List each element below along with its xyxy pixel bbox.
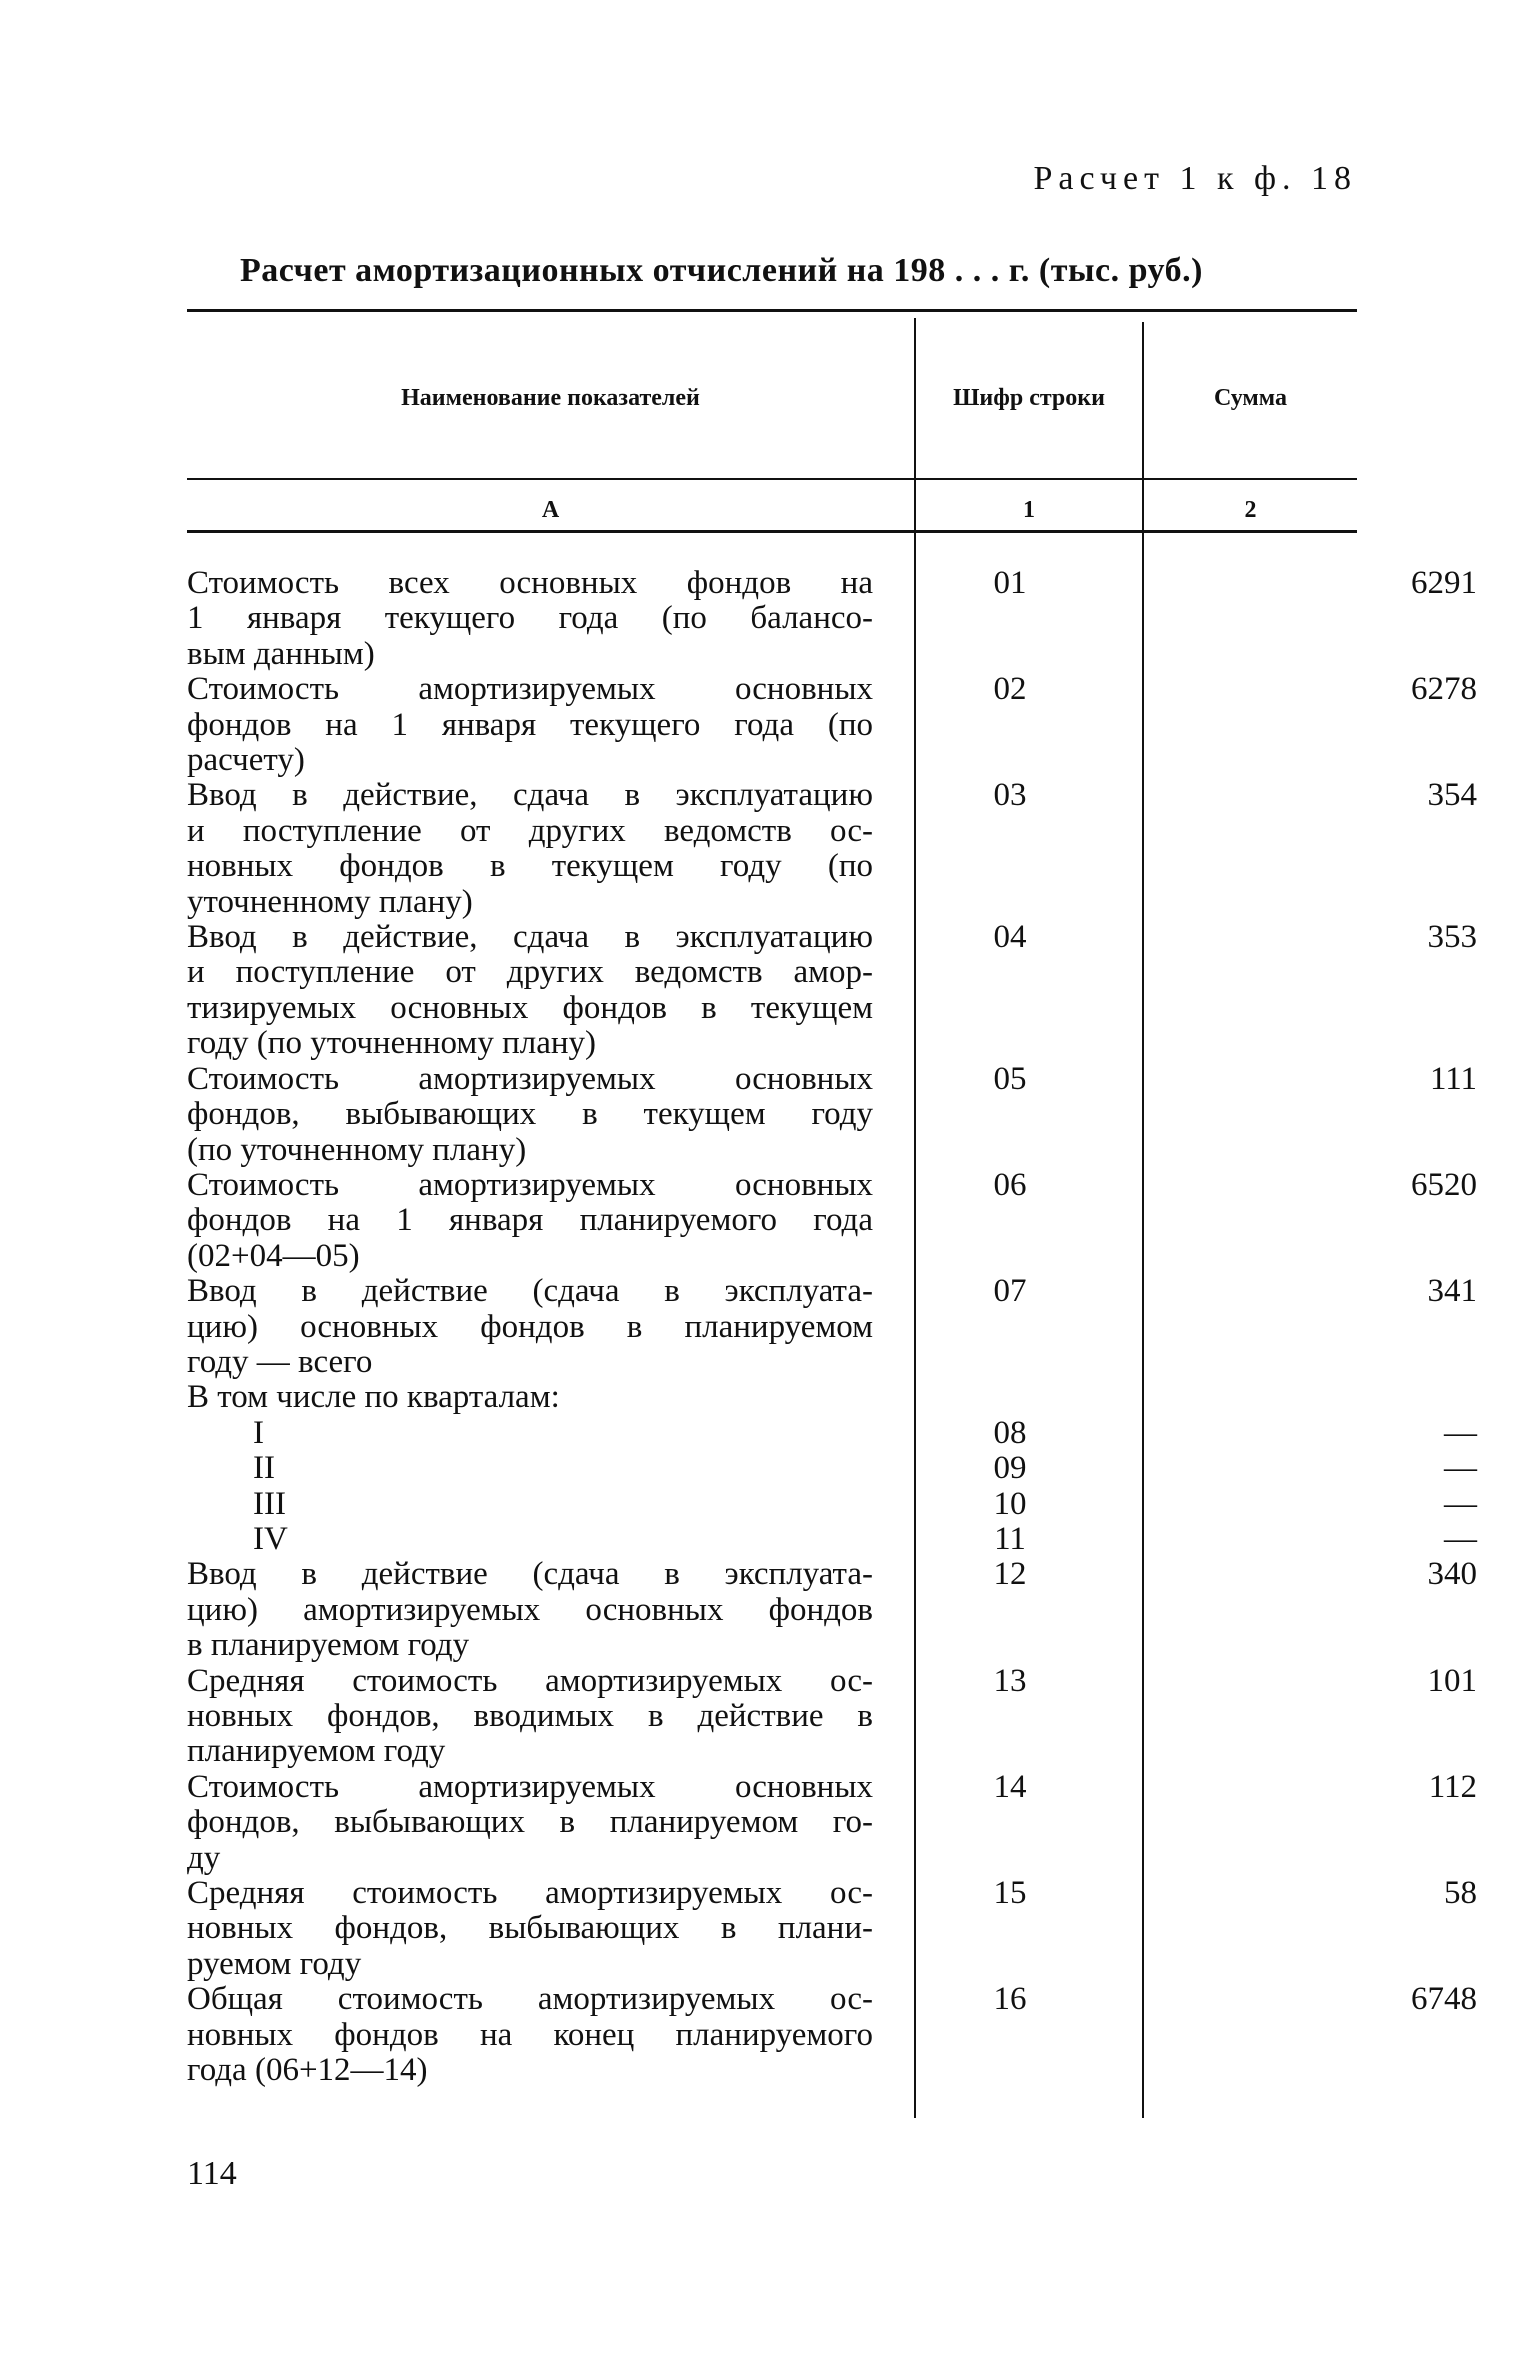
indicator-name-line: Ввод в действие, сдача в эксплуатацию xyxy=(187,777,873,814)
indicator-name-line: и поступление от других ведомств амор- xyxy=(187,954,873,991)
indicator-name-line: Средняя стоимость амортизируемых ос- xyxy=(187,1875,873,1912)
indicator-name-line: цию) амортизируемых основных фондов xyxy=(187,1591,873,1628)
row-code: 11 xyxy=(994,1520,1026,1557)
table-row xyxy=(187,1166,1477,1274)
row-code: 03 xyxy=(993,777,1027,814)
indicator-name-line: Стоимость всех основных фондов на xyxy=(187,565,873,601)
table-row xyxy=(187,1273,1477,1380)
indicator-name-line: новных фондов, вводимых в действие в xyxy=(187,1698,873,1734)
indicator-name xyxy=(187,566,873,672)
row-code: 13 xyxy=(993,1662,1027,1699)
indicator-name-line: Стоимость амортизируемых основных xyxy=(187,671,873,708)
table-body xyxy=(187,565,1477,2089)
indicator-name-line: года (06+12—14) xyxy=(187,2052,428,2089)
table-row xyxy=(187,1520,1477,1557)
indicator-name-line: тизируемых основных фондов в текущем xyxy=(187,989,873,1026)
page-number: 114 xyxy=(187,2155,237,2192)
row-code: 06 xyxy=(993,1166,1027,1203)
indicator-name-line: II xyxy=(253,1450,275,1487)
indicator-name-line: Ввод в действие (сдача в эксплуата- xyxy=(187,1556,873,1593)
indicator-name-line: Стоимость амортизируемых основных xyxy=(187,1166,873,1203)
indicator-name xyxy=(187,1168,873,1274)
table-row xyxy=(187,1414,1477,1451)
indicator-name xyxy=(187,1487,873,1522)
indicator-name xyxy=(187,1876,873,1982)
indicator-name-line: Стоимость амортизируемых основных xyxy=(187,1060,873,1097)
row-code: 12 xyxy=(993,1556,1027,1593)
indicator-name xyxy=(187,1416,873,1451)
document-title: Расчет амортизационных отчислений на 198 . . . г. (тыс. руб.) xyxy=(240,252,1203,289)
row-code: 01 xyxy=(993,565,1027,601)
row-code: 16 xyxy=(993,1981,1027,2018)
indicator-name-line: планируемом году xyxy=(187,1733,446,1770)
row-sum: 6291 xyxy=(1411,565,1477,601)
indicator-name-line: I xyxy=(253,1414,264,1451)
header-name: Наименование показателей xyxy=(401,385,700,411)
indicator-name-line: Средняя стоимость амортизируемых ос- xyxy=(187,1662,873,1699)
form-reference: Расчет 1 к ф. 18 xyxy=(1033,160,1357,197)
table-row xyxy=(187,1556,1477,1664)
indicator-name-line: и поступление от других ведомств ос- xyxy=(187,812,873,849)
indicator-name-line: ду xyxy=(187,1839,221,1876)
indicator-name-line: руемом году xyxy=(187,1945,362,1982)
indicator-name-line: расчету) xyxy=(187,742,305,779)
row-sum: 340 xyxy=(1427,1556,1477,1593)
indicator-name xyxy=(187,1557,873,1663)
column-letter-a: А xyxy=(541,497,560,523)
indicator-name xyxy=(187,920,873,1062)
indicator-name xyxy=(187,1522,873,1557)
indicator-name-line: новных фондов в текущем году (по xyxy=(187,848,873,885)
row-code: 05 xyxy=(993,1060,1027,1097)
column-letters-rule xyxy=(187,530,1357,533)
row-code: 10 xyxy=(993,1485,1027,1522)
indicator-name-line: Ввод в действие, сдача в эксплуатацию xyxy=(187,919,873,956)
column-letter-1: 1 xyxy=(1023,497,1035,523)
table-row xyxy=(187,1981,1477,2089)
indicator-name-line: новных фондов, выбывающих в плани- xyxy=(187,1910,873,1947)
table-row xyxy=(187,777,1477,920)
indicator-name-line: цию) основных фондов в планируемом xyxy=(187,1308,873,1345)
indicator-name-line: III xyxy=(253,1485,286,1522)
row-sum: 6520 xyxy=(1411,1166,1477,1203)
header-code: Шифр строки xyxy=(953,385,1105,411)
header-sum: Сумма xyxy=(1214,385,1287,411)
row-sum: — xyxy=(1444,1485,1477,1522)
indicator-name-line: Ввод в действие (сдача в эксплуата- xyxy=(187,1273,873,1310)
row-code: 09 xyxy=(993,1450,1027,1487)
table-top-rule xyxy=(187,309,1357,312)
row-code: 07 xyxy=(993,1273,1027,1310)
row-sum: — xyxy=(1444,1520,1477,1557)
row-code: 14 xyxy=(993,1768,1027,1805)
indicator-name xyxy=(187,778,873,920)
row-sum: 354 xyxy=(1427,777,1477,814)
row-sum: 101 xyxy=(1427,1662,1477,1699)
row-sum: 111 xyxy=(1429,1060,1477,1097)
table-row xyxy=(187,1875,1477,1982)
indicator-name xyxy=(187,1380,873,1415)
table-row xyxy=(187,1768,1477,1876)
table-row xyxy=(187,1450,1477,1487)
indicator-name xyxy=(187,1451,873,1486)
indicator-name-line: Общая стоимость амортизируемых ос- xyxy=(187,1981,873,2018)
table-row xyxy=(187,1662,1477,1770)
indicator-name-line: (по уточненному плану) xyxy=(187,1131,527,1168)
table-row xyxy=(187,671,1477,779)
column-letter-2: 2 xyxy=(1244,497,1257,523)
header-bottom-rule xyxy=(187,478,1357,480)
indicator-name-line: году (по уточненному плану) xyxy=(187,1025,596,1062)
indicator-name-line: В том числе по кварталам: xyxy=(187,1379,560,1416)
row-sum: — xyxy=(1444,1414,1477,1451)
indicator-name xyxy=(187,672,873,778)
indicator-name-line: году — всего xyxy=(187,1343,373,1380)
indicator-name-line: новных фондов на конец планируемого xyxy=(187,2016,873,2053)
indicator-name xyxy=(187,1062,873,1168)
indicator-name-line: фондов, выбывающих в текущем году xyxy=(187,1096,873,1133)
indicator-name-line: вым данным) xyxy=(187,635,375,672)
row-sum: 353 xyxy=(1427,919,1477,956)
row-code: 02 xyxy=(993,671,1027,708)
indicator-name-line: IV xyxy=(253,1520,288,1557)
table-row xyxy=(187,1380,1357,1415)
table-row xyxy=(187,919,1477,1062)
indicator-name-line: Стоимость амортизируемых основных xyxy=(187,1768,873,1805)
row-code: 15 xyxy=(993,1875,1027,1912)
row-sum: 6278 xyxy=(1411,671,1477,708)
indicator-name-line: уточненному плану) xyxy=(187,883,473,920)
indicator-name xyxy=(187,1982,873,2088)
indicator-name xyxy=(187,1664,873,1770)
row-sum: 341 xyxy=(1427,1273,1477,1310)
indicator-name xyxy=(187,1274,873,1380)
table-row xyxy=(187,1485,1477,1522)
row-code: 08 xyxy=(993,1414,1027,1451)
indicator-name-line: фондов, выбывающих в планируемом го- xyxy=(187,1804,873,1841)
indicator-name xyxy=(187,1770,873,1876)
table-row xyxy=(187,1060,1477,1168)
row-sum: 58 xyxy=(1444,1875,1477,1912)
row-sum: — xyxy=(1444,1450,1477,1487)
indicator-name-line: 1 января текущего года (по балансо- xyxy=(187,600,873,637)
row-code: 04 xyxy=(993,919,1027,956)
indicator-name-line: (02+04—05) xyxy=(187,1237,360,1274)
indicator-name-line: фондов на 1 января текущего года (по xyxy=(187,706,873,743)
indicator-name-line: в планируемом году xyxy=(187,1627,470,1664)
row-sum: 112 xyxy=(1428,1768,1477,1805)
table-row xyxy=(187,565,1477,672)
row-sum: 6748 xyxy=(1411,1981,1477,2018)
indicator-name-line: фондов на 1 января планируемого года xyxy=(187,1202,873,1239)
